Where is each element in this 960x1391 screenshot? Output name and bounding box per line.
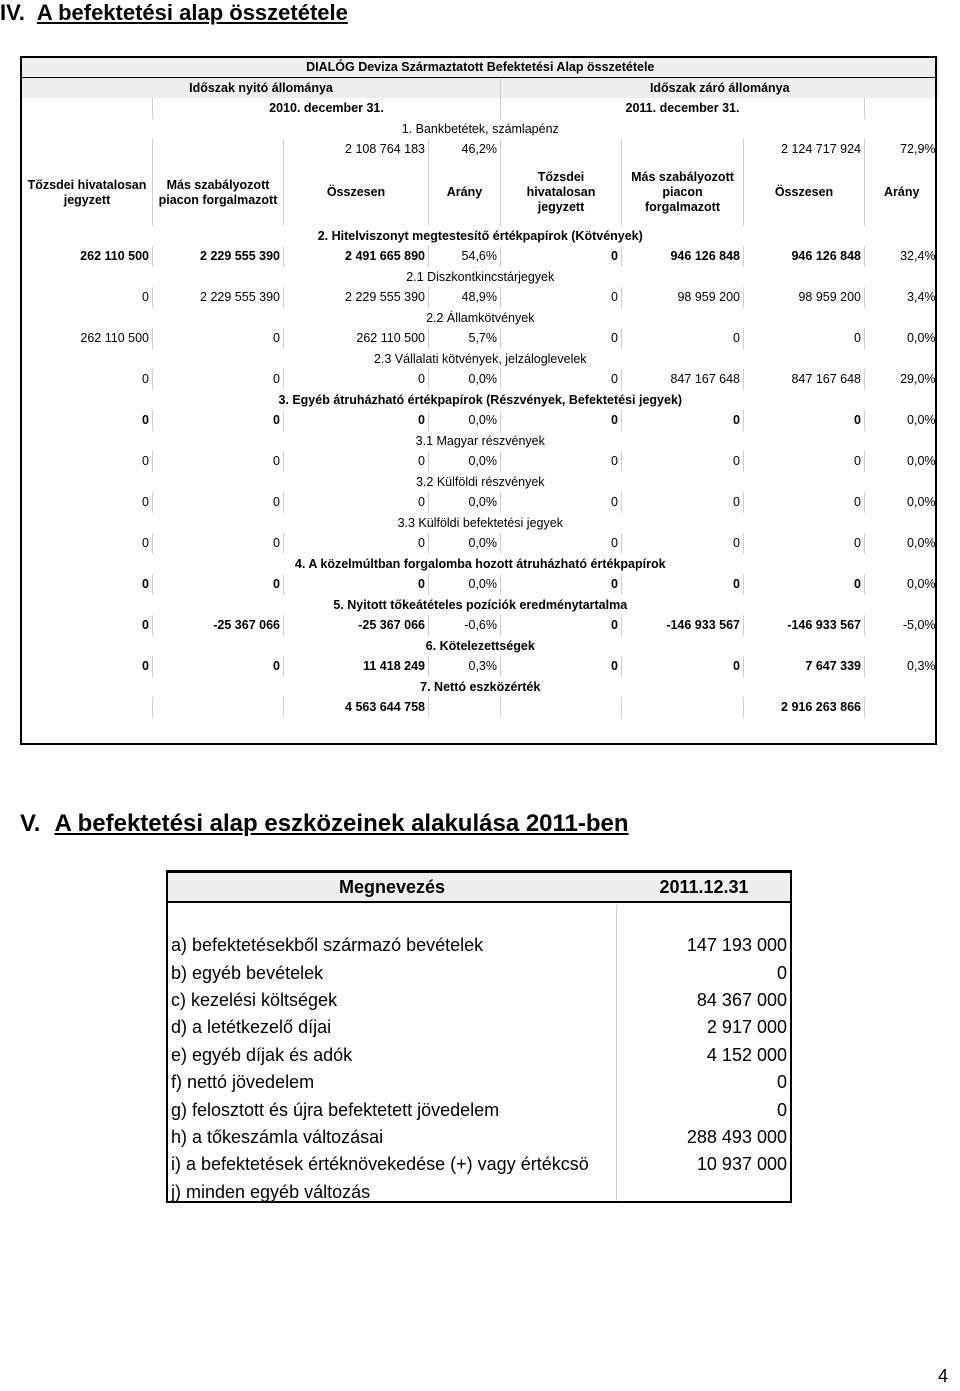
value-cell: 0 <box>744 451 865 472</box>
value-cell: 0 <box>22 492 153 513</box>
value-cell: 0,0% <box>865 533 939 554</box>
value-cell: 946 126 848 <box>744 246 865 267</box>
value-cell: -5,0% <box>865 615 939 636</box>
value-cell: 262 110 500 <box>22 328 153 349</box>
value-cell: 0 <box>22 287 153 308</box>
row-value: 0 <box>776 962 787 983</box>
table-row <box>22 574 939 595</box>
value-cell: 54,6% <box>429 246 501 267</box>
section-label-net: 7. Nettó eszközérték <box>22 677 939 698</box>
table-row <box>167 1151 791 1178</box>
closing-date: 2011. december 31. <box>501 98 865 119</box>
section-label-bank: 1. Bankbetétek, számlapénz <box>22 119 939 140</box>
row-value: 2 917 000 <box>706 1017 787 1038</box>
value-cell: 0 <box>501 369 622 390</box>
table-row <box>22 287 939 308</box>
table-row <box>167 1179 791 1206</box>
bank-open-total: 2 108 764 183 <box>284 139 429 160</box>
value-cell: 2 229 555 390 <box>284 287 429 308</box>
value-cell: 0 <box>501 656 622 677</box>
value-cell: 0 <box>153 369 284 390</box>
value-cell: 0 <box>22 615 153 636</box>
section-label: 3.3 Külföldi befektetési jegyek <box>22 513 939 534</box>
section-label: 6. Kötelezettségek <box>22 636 939 657</box>
value-cell: 0 <box>153 656 284 677</box>
value-cell: 0 <box>622 574 744 595</box>
section-label: 2. Hitelviszonyt megtestesítő értékpapírok (Kötvények) <box>22 226 939 247</box>
value-cell: 0 <box>501 533 622 554</box>
table-row <box>167 1096 791 1123</box>
row-value: 10 937 000 <box>696 1154 787 1175</box>
table-row <box>22 246 939 267</box>
row-label: d) a letétkezelő díjai <box>171 1017 332 1038</box>
value-cell: 0 <box>622 656 744 677</box>
value-cell: 11 418 249 <box>284 656 429 677</box>
col-header: Összesen <box>744 160 865 226</box>
value-cell: 0,3% <box>429 656 501 677</box>
value-cell: -25 367 066 <box>153 615 284 636</box>
table-title: DIALÓG Deviza Származtatott Befektetési Alap összetétele <box>22 57 939 78</box>
value-cell: -146 933 567 <box>744 615 865 636</box>
section-5-title: A befektetési alap eszközeinek alakulása 2011-ben <box>54 810 629 837</box>
value-cell: 0 <box>284 533 429 554</box>
value-cell: 0 <box>501 328 622 349</box>
value-cell: 0,0% <box>865 328 939 349</box>
value-cell: 0 <box>22 369 153 390</box>
row-label: g) felosztott és újra befektetett jövedelem <box>171 1099 500 1120</box>
row-value: 0 <box>776 1099 787 1120</box>
bank-open-pct: 46,2% <box>429 139 501 160</box>
col-header-date: 2011.12.31 <box>617 872 791 902</box>
section-label: 2.3 Vállalati kötvények, jelzáloglevelek <box>22 349 939 370</box>
value-cell: 2 491 665 890 <box>284 246 429 267</box>
value-cell: 0 <box>153 410 284 431</box>
value-cell: 0,0% <box>865 451 939 472</box>
value-cell: 0 <box>622 492 744 513</box>
value-cell: 0 <box>22 410 153 431</box>
value-cell: 0 <box>501 410 622 431</box>
section-label: 5. Nyitott tőkeátételes pozíciók eredménytartalma <box>22 595 939 616</box>
value-cell: 98 959 200 <box>744 287 865 308</box>
value-cell: 0,0% <box>865 574 939 595</box>
table-row <box>22 656 939 677</box>
value-cell: 0 <box>284 451 429 472</box>
value-cell: 0 <box>744 574 865 595</box>
bank-close-total: 2 124 717 924 <box>744 139 865 160</box>
value-cell: 0 <box>501 615 622 636</box>
opening-label: Időszak nyitó állománya <box>22 78 501 99</box>
value-cell: 262 110 500 <box>22 246 153 267</box>
value-cell: 0 <box>622 410 744 431</box>
value-cell: 0,0% <box>429 451 501 472</box>
value-cell: 29,0% <box>865 369 939 390</box>
col-header: Tőzsdei hivatalosan jegyzett <box>22 160 153 226</box>
bank-close-pct: 72,9% <box>865 139 939 160</box>
value-cell: -146 933 567 <box>622 615 744 636</box>
value-cell: 847 167 648 <box>744 369 865 390</box>
composition-table <box>21 57 939 718</box>
row-value: 0 <box>776 1072 787 1093</box>
value-cell: 48,9% <box>429 287 501 308</box>
value-cell: 7 647 339 <box>744 656 865 677</box>
section-4-heading <box>0 0 348 26</box>
value-cell: 0,0% <box>429 533 501 554</box>
row-label: f) nettó jövedelem <box>171 1072 315 1093</box>
row-label: j) minden egyéb változás <box>171 1181 371 1202</box>
section-4-number: IV. <box>0 0 25 25</box>
value-cell: 0 <box>744 492 865 513</box>
net-open: 4 563 644 758 <box>284 697 429 718</box>
value-cell: 0 <box>153 492 284 513</box>
value-cell: 0,0% <box>865 410 939 431</box>
table-row <box>22 410 939 431</box>
row-label: b) egyéb bevételek <box>171 962 324 983</box>
row-label: a) befektetésekből származó bevételek <box>171 935 484 956</box>
row-value: 147 193 000 <box>686 935 787 956</box>
value-cell: 0 <box>153 451 284 472</box>
value-cell: 0 <box>501 246 622 267</box>
value-cell: 0,0% <box>429 410 501 431</box>
value-cell: 0 <box>284 369 429 390</box>
table-row <box>22 328 939 349</box>
table-row <box>167 987 791 1014</box>
section-label: 3.2 Külföldi részvények <box>22 472 939 493</box>
value-cell: 0 <box>744 410 865 431</box>
value-cell: 0,0% <box>429 574 501 595</box>
row-value: 84 367 000 <box>696 989 787 1010</box>
section-5-heading <box>20 810 629 838</box>
value-cell: 946 126 848 <box>622 246 744 267</box>
table-row <box>167 1124 791 1151</box>
value-cell: 262 110 500 <box>284 328 429 349</box>
value-cell: 5,7% <box>429 328 501 349</box>
section-label: 2.2 Államkötvények <box>22 308 939 329</box>
section-5-number: V. <box>20 810 41 837</box>
table-row <box>167 932 791 959</box>
value-cell: 0,0% <box>429 492 501 513</box>
page-number: 4 <box>937 1366 948 1386</box>
row-label: c) kezelési költségek <box>171 989 338 1010</box>
row-value <box>617 1179 791 1206</box>
col-header: Tőzsdei hivatalosan jegyzett <box>501 160 622 226</box>
row-value: 288 493 000 <box>686 1126 787 1147</box>
value-cell: 0 <box>153 328 284 349</box>
value-cell: 3,4% <box>865 287 939 308</box>
value-cell: 0 <box>501 287 622 308</box>
value-cell: 0 <box>744 533 865 554</box>
value-cell: 32,4% <box>865 246 939 267</box>
value-cell: 0 <box>284 410 429 431</box>
table-row <box>167 959 791 986</box>
closing-label: Időszak záró állománya <box>501 78 939 99</box>
row-value: 4 152 000 <box>706 1044 787 1065</box>
section-label: 3. Egyéb átruházható értékpapírok (Részvények, Befektetési jegyek) <box>22 390 939 411</box>
changes-table <box>167 871 791 1206</box>
value-cell: 0,3% <box>865 656 939 677</box>
value-cell: 0 <box>284 574 429 595</box>
table-row <box>167 1014 791 1041</box>
col-header: Összesen <box>284 160 429 226</box>
value-cell: 2 229 555 390 <box>153 246 284 267</box>
value-cell: 0 <box>22 656 153 677</box>
col-header: Más szabályozott piacon forgalmazott <box>153 160 284 226</box>
value-cell: 0 <box>22 533 153 554</box>
row-label: e) egyéb díjak és adók <box>171 1044 353 1065</box>
value-cell: 847 167 648 <box>622 369 744 390</box>
value-cell: 0,0% <box>429 369 501 390</box>
table-row <box>167 1042 791 1069</box>
table-row <box>22 492 939 513</box>
col-header-name: Megnevezés <box>167 872 617 902</box>
value-cell: -0,6% <box>429 615 501 636</box>
value-cell: 0 <box>501 492 622 513</box>
value-cell: 0 <box>622 533 744 554</box>
value-cell: 0 <box>284 492 429 513</box>
row-label: h) a tőkeszámla változásai <box>171 1126 384 1147</box>
value-cell: 0 <box>153 533 284 554</box>
net-close: 2 916 263 866 <box>744 697 865 718</box>
value-cell: 0 <box>153 574 284 595</box>
value-cell: 0,0% <box>865 492 939 513</box>
table-row <box>22 615 939 636</box>
value-cell: 2 229 555 390 <box>153 287 284 308</box>
table-row <box>22 451 939 472</box>
value-cell: -25 367 066 <box>284 615 429 636</box>
opening-date: 2010. december 31. <box>153 98 501 119</box>
table-row <box>22 533 939 554</box>
value-cell: 0 <box>744 328 865 349</box>
table-row <box>167 1069 791 1096</box>
table-row <box>22 369 939 390</box>
value-cell: 0 <box>501 574 622 595</box>
value-cell: 0 <box>22 451 153 472</box>
section-label: 3.1 Magyar részvények <box>22 431 939 452</box>
value-cell: 0 <box>501 451 622 472</box>
row-label: i) a befektetések értéknövekedése (+) vagy értékcsö <box>171 1154 589 1175</box>
col-header: Arány <box>865 160 939 226</box>
col-header: Más szabályozott piacon forgalmazott <box>622 160 744 226</box>
value-cell: 0 <box>622 328 744 349</box>
value-cell: 98 959 200 <box>622 287 744 308</box>
section-4-title: A befektetési alap összetétele <box>36 0 348 25</box>
value-cell: 0 <box>22 574 153 595</box>
col-header: Arány <box>429 160 501 226</box>
section-label: 4. A közelmúltban forgalomba hozott átruházható értékpapírok <box>22 554 939 575</box>
value-cell: 0 <box>622 451 744 472</box>
section-label: 2.1 Diszkontkincstárjegyek <box>22 267 939 288</box>
